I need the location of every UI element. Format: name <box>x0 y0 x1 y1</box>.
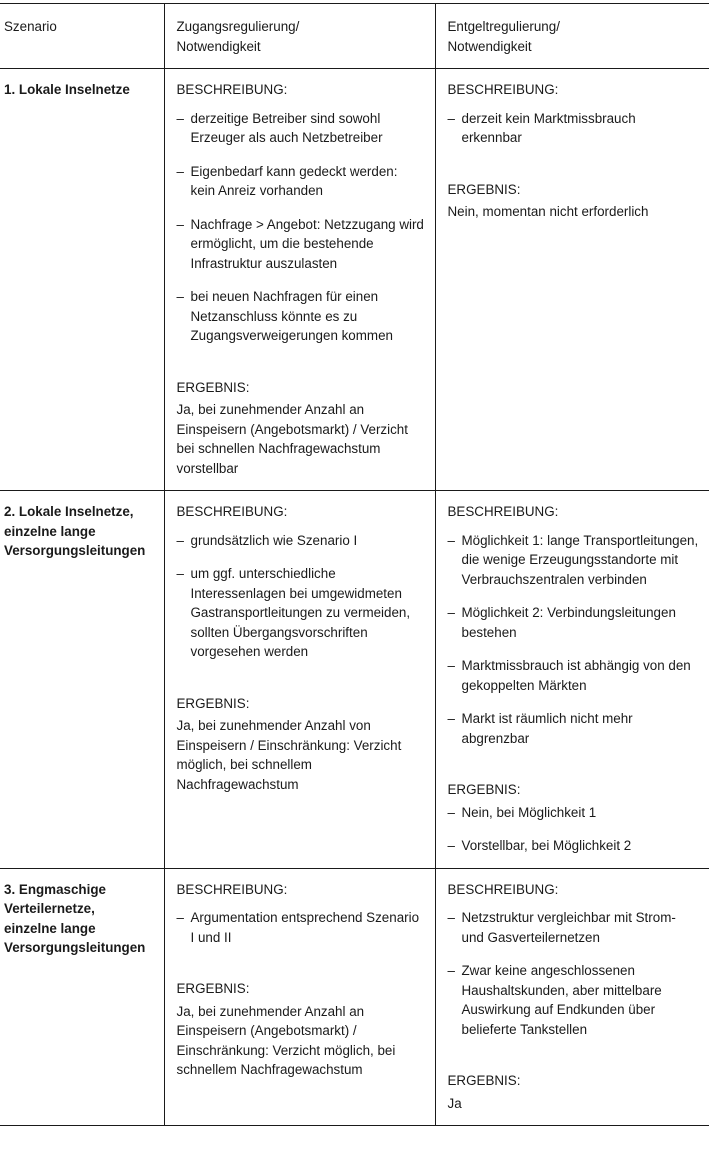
header-entgelt: Entgeltregulierung/ Notwendigkeit <box>435 4 709 69</box>
scenario-cell: 2. Lokale Inselnetze, einzelne lange Versorgungsleitungen <box>0 491 164 869</box>
header-scenario: Szenario <box>0 4 164 69</box>
header-zugang: Zugangsregulierung/ Notwendigkeit <box>164 4 435 69</box>
table-row <box>0 69 709 491</box>
zugang-cell <box>164 69 435 491</box>
description-list <box>177 109 425 346</box>
description-list <box>177 908 425 947</box>
table-header-row <box>0 4 709 69</box>
list-item: – derzeit kein Marktmissbrauch erkennbar <box>448 109 700 148</box>
list-item: – Vorstellbar, bei Möglichkeit 2 <box>448 836 700 856</box>
list-item: – Nachfrage > Angebot: Netzzugang wird ermöglicht, um die bestehende Infrastruktur auszulasten <box>177 215 425 274</box>
scenario-cell: 3. Engmaschige Verteilernetze, einzelne lange Versorgungsleitungen <box>0 868 164 1126</box>
list-item: – Möglichkeit 2: Verbindungsleitungen bestehen <box>448 603 700 642</box>
beschreibung-label: BESCHREIBUNG: <box>447 881 559 897</box>
beschreibung-label: BESCHREIBUNG: <box>447 82 559 97</box>
description-list <box>448 531 700 749</box>
result-text: Ja <box>447 1095 462 1111</box>
ergebnis-label: ERGEBNIS: <box>176 695 250 711</box>
zugang-cell <box>164 491 435 869</box>
description-list <box>448 908 700 1039</box>
ergebnis-label: ERGEBNIS: <box>447 1073 521 1088</box>
list-item: – um ggf. unterschiedliche Interessenlagen bei umgewidmeten Gastransportleitungen zu vermeiden, sollten Übergangsvorschriften vorgesehen werden <box>177 564 425 662</box>
result-text: Ja, bei zunehmender Anzahl von Einspeisern / Einschränkung: Verzicht möglich, bei schnellem Nachfragewachstum <box>176 718 402 792</box>
ergebnis-label: ERGEBNIS: <box>447 181 521 197</box>
regulation-table <box>0 3 709 1126</box>
entgelt-cell <box>435 868 709 1126</box>
list-item: – grundsätzlich wie Szenario I <box>177 531 425 551</box>
list-item: – Nein, bei Möglichkeit 1 <box>448 803 700 823</box>
result-text: Nein, momentan nicht erforderlich <box>447 204 649 219</box>
table-row <box>0 491 709 869</box>
beschreibung-label: BESCHREIBUNG: <box>176 504 288 519</box>
beschreibung-label: BESCHREIBUNG: <box>176 881 288 897</box>
result-text: Ja, bei zunehmender Anzahl an Einspeisern (Angebotsmarkt) / Einschränkung: Verzicht möglich, bei schnellem Nachfragewachstum <box>176 1003 396 1077</box>
beschreibung-label: BESCHREIBUNG: <box>447 504 559 519</box>
zugang-cell <box>164 868 435 1126</box>
entgelt-cell <box>435 69 709 491</box>
result-text: Ja, bei zunehmender Anzahl an Einspeisern (Angebotsmarkt) / Verzicht bei schnellen Nachfragewachstum vorstellbar <box>176 402 408 476</box>
ergebnis-label: ERGEBNIS: <box>176 981 250 996</box>
ergebnis-label: ERGEBNIS: <box>447 782 521 797</box>
list-item: – bei neuen Nachfragen für einen Netzanschluss könnte es zu Zugangsverweigerungen kommen <box>177 287 425 346</box>
description-list <box>448 109 700 148</box>
list-item: – Netzstruktur vergleichbar mit Strom- und Gasverteilernetzen <box>448 908 700 947</box>
list-item: – Eigenbedarf kann gedeckt werden: kein Anreiz vorhanden <box>177 162 425 201</box>
scenario-cell: 1. Lokale Inselnetze <box>0 69 164 491</box>
list-item: – Marktmissbrauch ist abhängig von den gekoppelten Märkten <box>448 656 700 695</box>
entgelt-cell <box>435 491 709 869</box>
list-item: – Zwar keine angeschlossenen Haushaltskunden, aber mittelbare Auswirkung auf Endkunden über belieferte Tankstellen <box>448 961 700 1039</box>
list-item: – derzeitige Betreiber sind sowohl Erzeuger als auch Netzbetreiber <box>177 109 425 148</box>
list-item: – Möglichkeit 1: lange Transportleitungen, die wenige Erzeugungsstandorte mit Verbrauchszentralen verbinden <box>448 531 700 590</box>
table-row <box>0 868 709 1126</box>
ergebnis-label: ERGEBNIS: <box>176 379 250 395</box>
description-list <box>177 531 425 662</box>
beschreibung-label: BESCHREIBUNG: <box>176 82 288 97</box>
list-item: – Argumentation entsprechend Szenario I und II <box>177 908 425 947</box>
list-item: – Markt ist räumlich nicht mehr abgrenzbar <box>448 709 700 748</box>
result-list <box>448 803 700 856</box>
